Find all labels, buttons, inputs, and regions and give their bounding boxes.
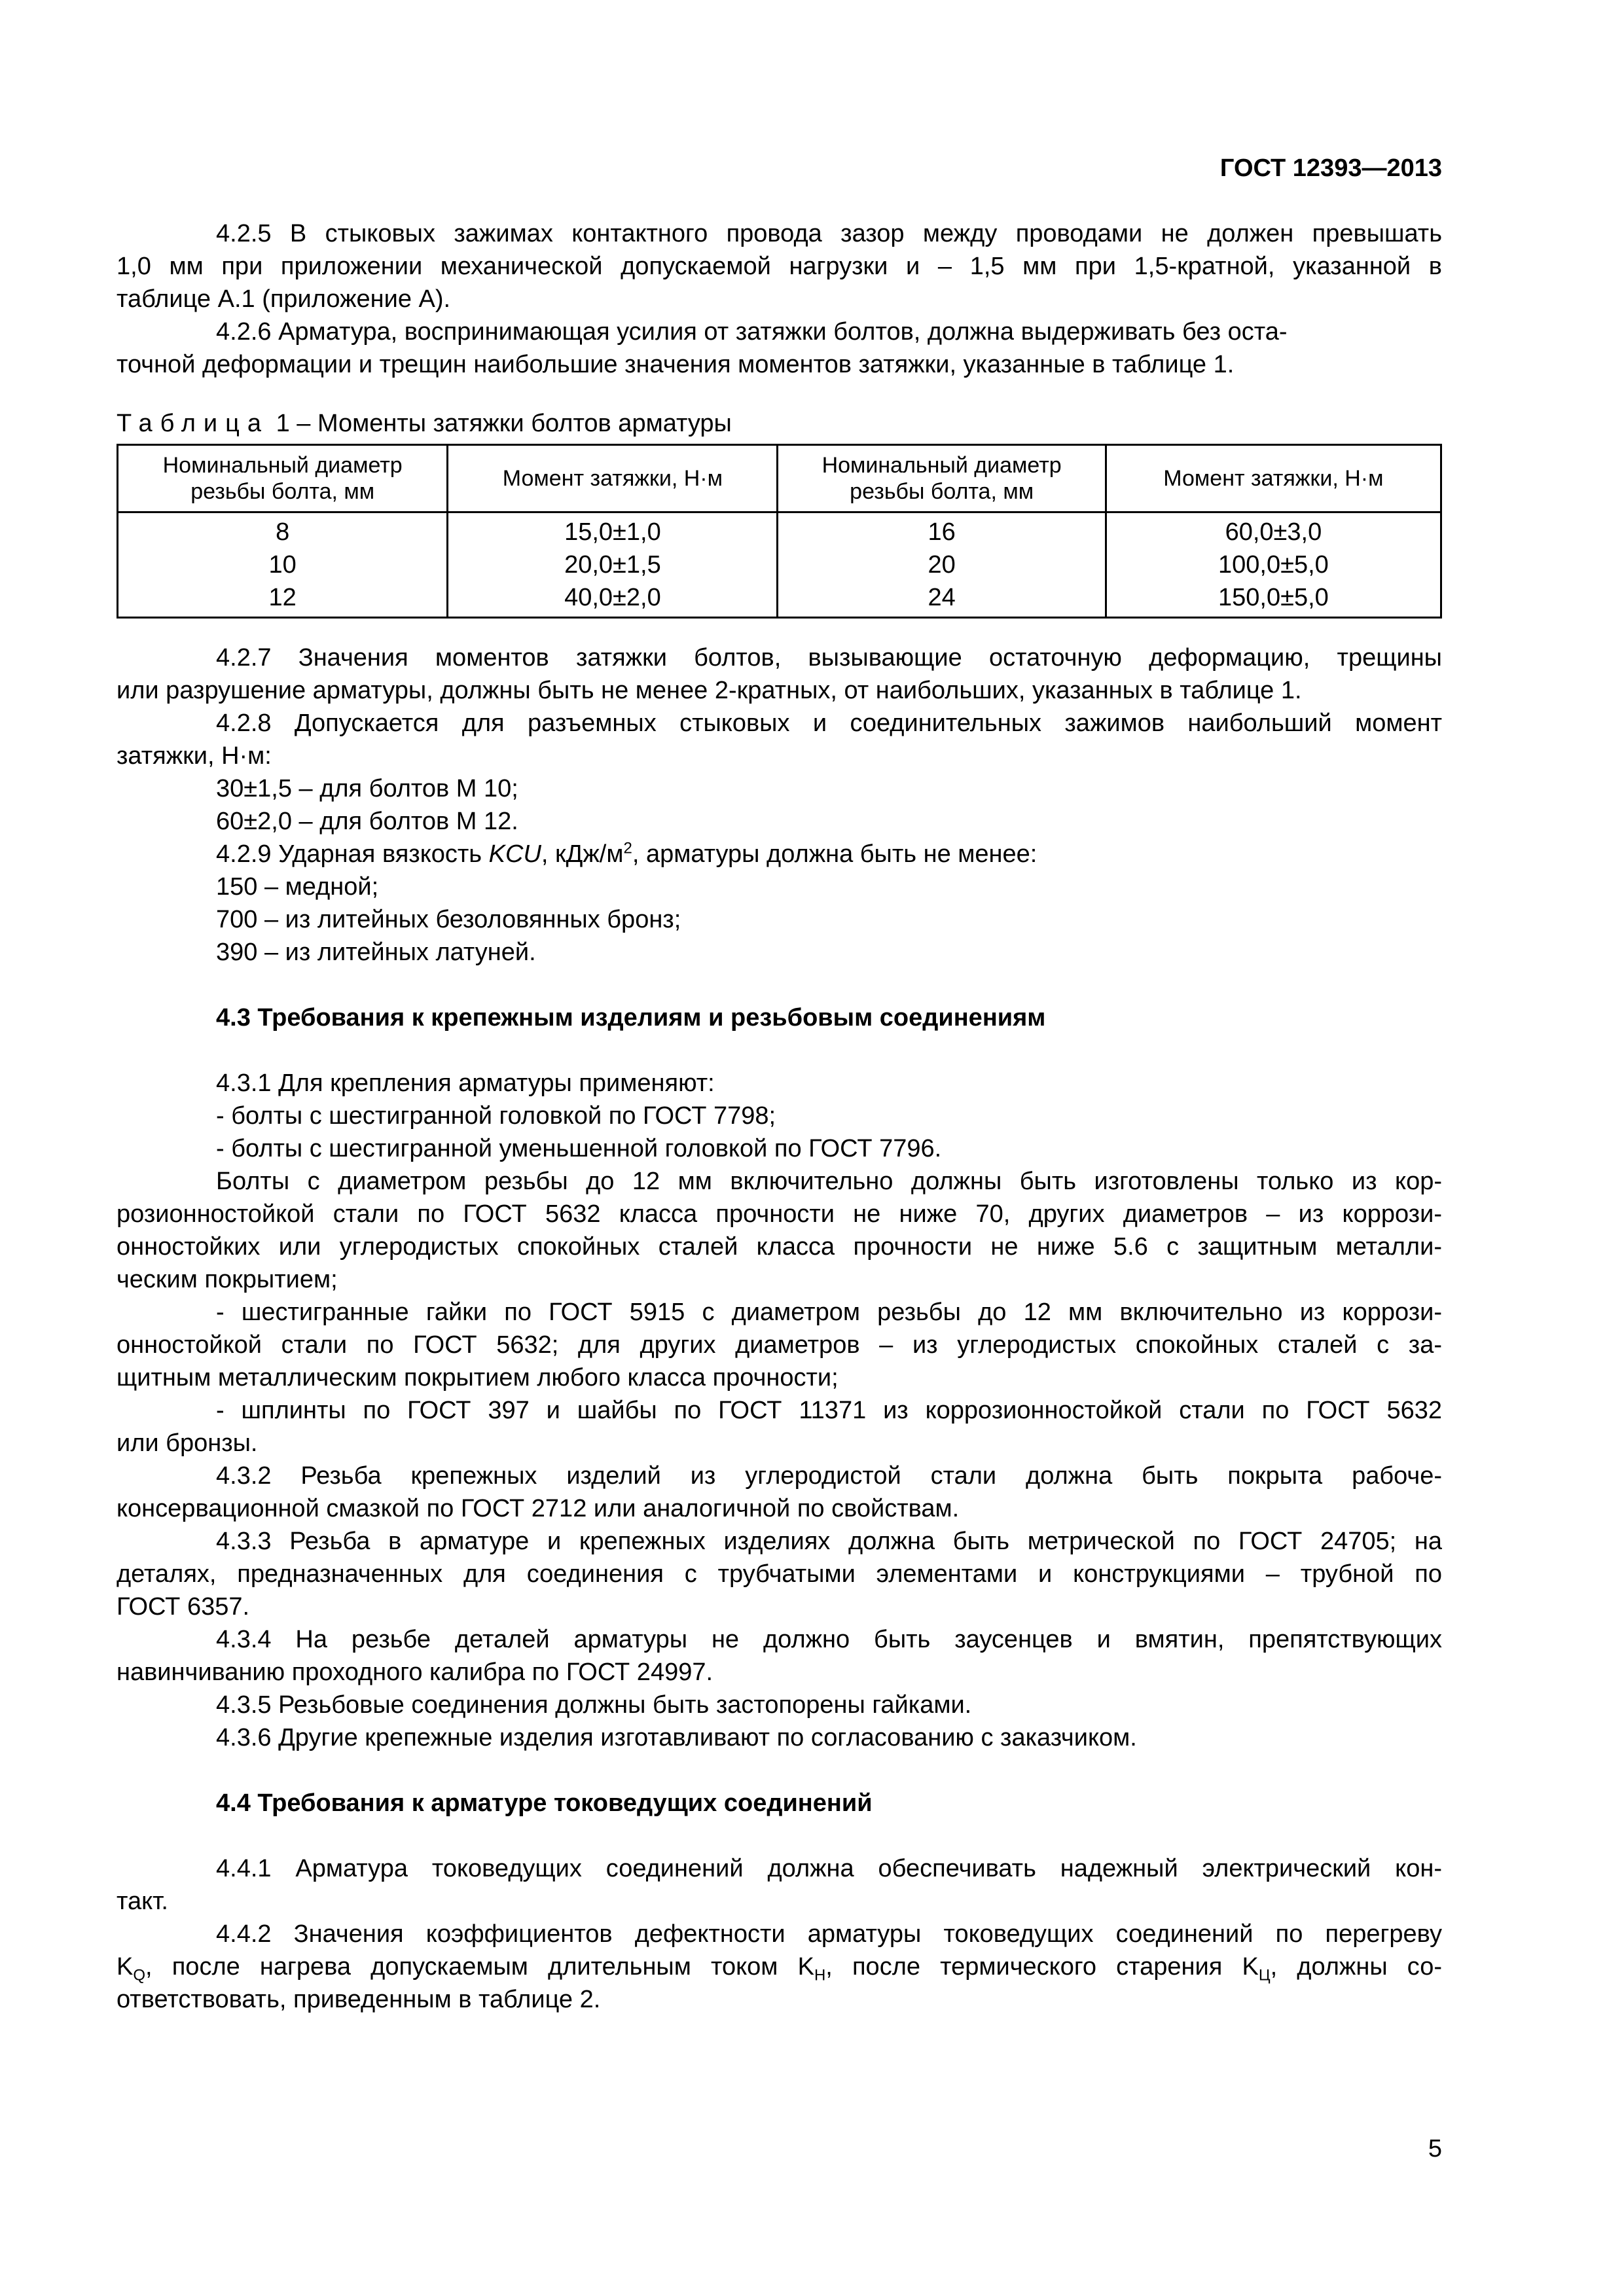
cell-value: 8 — [276, 518, 290, 546]
list-item — [117, 805, 1442, 838]
document-header-id: ГОСТ 12393—2013 — [1219, 154, 1442, 182]
text-line: 700 – из литейных безоловянных бронз; — [216, 906, 681, 933]
text-line: ческим покрытием; — [117, 1266, 338, 1293]
header-text: Номинальный диаметр — [821, 453, 1062, 478]
cell-value: 15,0±1,0 — [564, 518, 661, 546]
text-line: 4.3.1 Для крепления арматуры применяют: — [216, 1069, 715, 1097]
paragraph-4-4-2 — [117, 1918, 1442, 2016]
text-line: - шестигранные гайки по ГОСТ 5915 с диаметром резьбы до 12 мм включительно из коррози- — [216, 1299, 1442, 1326]
paragraph-4-3-2 — [117, 1460, 1442, 1525]
cell-value: 20,0±1,5 — [564, 551, 661, 579]
page-number: 5 — [1428, 2135, 1442, 2162]
text-line — [117, 1950, 1442, 1983]
paragraph-4-3-6 — [117, 1721, 1442, 1754]
table-header-cell — [118, 445, 448, 512]
text-line: или разрушение арматуры, должны быть не менее 2-кратных, от наибольших, указанных в таблице 1. — [117, 677, 1302, 704]
text-line: ГОСТ 6357. — [117, 1593, 250, 1621]
text-line: онностойких или углеродистых спокойных сталей класса прочности не ниже 5.6 с защитным металли- — [117, 1233, 1442, 1261]
text-span: , арматуры должна быть не менее: — [632, 840, 1038, 868]
table-caption-text: 1 – Моменты затяжки болтов арматуры — [276, 410, 732, 437]
paragraph-pins — [117, 1394, 1442, 1460]
text-line: такт. — [117, 1888, 168, 1915]
text-line: 4.3.5 Резьбовые соединения должны быть застопорены гайками. — [216, 1691, 972, 1719]
text-line: 150 – медной; — [216, 873, 379, 901]
text-span: , после термического старения K — [825, 1953, 1259, 1981]
text-line: Болты с диаметром резьбы до 12 мм включительно должны быть изготовлены только из кор- — [216, 1168, 1442, 1195]
text-line: деталях, предназначенных для соединения с трубчатыми элементами и конструкциями – трубной по — [117, 1560, 1442, 1588]
text-line — [117, 838, 1442, 870]
list-item — [117, 1132, 1442, 1165]
text-line: 30±1,5 – для болтов М 10; — [216, 775, 518, 802]
header-text: Момент затяжки, Н·м — [502, 466, 723, 491]
superscript: 2 — [623, 839, 632, 857]
text-line: 4.3.4 На резьбе деталей арматуры не должно быть заусенцев и вмятин, препятствующих — [216, 1626, 1442, 1653]
paragraph-4-4-1 — [117, 1852, 1442, 1918]
table-header-cell — [778, 445, 1106, 512]
subscript: Н — [814, 1966, 826, 1984]
text-line: 4.3.3 Резьба в арматуре и крепежных изделиях должна быть метрической по ГОСТ 24705; на — [216, 1528, 1442, 1555]
table-header-cell — [1106, 445, 1441, 512]
paragraph-nuts — [117, 1296, 1442, 1394]
text-line: щитным металлическим покрытием любого класса прочности; — [117, 1364, 839, 1391]
text-line: или бронзы. — [117, 1429, 258, 1457]
text-line: 60±2,0 – для болтов М 12. — [216, 808, 518, 835]
text-line: - болты с шестигранной уменьшенной головкой по ГОСТ 7796. — [216, 1135, 942, 1162]
paragraph-4-2-9 — [117, 838, 1442, 870]
text-line: розионностойкой стали по ГОСТ 5632 класса прочности не ниже 70, других диаметров – из коррози- — [117, 1200, 1442, 1228]
text-line: 4.2.8 Допускается для разъемных стыковых и соединительных зажимов наибольший момент — [216, 709, 1442, 737]
subscript: Ц — [1258, 1966, 1271, 1984]
text-line: 4.4.2 Значения коэффициентов дефектности арматуры токоведущих соединений по перегреву — [216, 1920, 1442, 1948]
table-cell-torque — [448, 512, 778, 618]
cell-value: 40,0±2,0 — [564, 584, 661, 611]
text-line: - шплинты по ГОСТ 397 и шайбы по ГОСТ 11371 из коррозионностойкой стали по ГОСТ 5632 — [216, 1397, 1442, 1424]
document-page — [117, 0, 1442, 2296]
paragraph-4-3-5 — [117, 1689, 1442, 1721]
list-item — [117, 903, 1442, 936]
subscript: Q — [133, 1966, 146, 1984]
table-cell-diameter — [118, 512, 448, 618]
text-line: 4.3.2 Резьба крепежных изделий из углеродистой стали должна быть покрыта рабоче- — [216, 1462, 1442, 1490]
header-text: Момент затяжки, Н·м — [1163, 466, 1384, 491]
text-line: 4.4.1 Арматура токоведущих соединений должна обеспечивать надежный электрический кон- — [216, 1855, 1442, 1882]
kcu-symbol: KCU — [488, 840, 541, 868]
table-1 — [117, 444, 1442, 619]
text-span: , кДж/м — [541, 840, 624, 868]
text-line: точной деформации и трещин наибольшие значения моментов затяжки, указанные в таблице 1. — [117, 351, 1235, 378]
paragraph-4-2-5 — [117, 217, 1442, 315]
table-header-row — [118, 445, 1441, 512]
section-heading-4-4: 4.4 Требования к арматуре токоведущих соединений — [216, 1789, 873, 1817]
section-heading-4-3: 4.3 Требования к крепежным изделиям и резьбовым соединениям — [216, 1004, 1046, 1031]
table-header-cell — [448, 445, 778, 512]
paragraph-bolts — [117, 1165, 1442, 1296]
list-item — [117, 1100, 1442, 1132]
text-line: 390 – из литейных латуней. — [216, 939, 536, 966]
table-cell-diameter — [778, 512, 1106, 618]
text-line: 4.2.6 Арматура, воспринимающая усилия от затяжки болтов, должна выдерживать без оста- — [216, 318, 1288, 346]
text-line: ответствовать, приведенным в таблице 2. — [117, 1986, 601, 2013]
text-line: затяжки, Н·м: — [117, 742, 272, 770]
paragraph-4-2-6 — [117, 315, 1442, 381]
table-cell-torque — [1106, 512, 1441, 618]
cell-value: 100,0±5,0 — [1218, 551, 1329, 579]
list-item — [117, 772, 1442, 805]
cell-value: 20 — [928, 551, 956, 579]
paragraph-4-2-8 — [117, 707, 1442, 772]
text-line: консервационной смазкой по ГОСТ 2712 или аналогичной по свойствам. — [117, 1495, 960, 1522]
paragraph-4-3-3 — [117, 1525, 1442, 1623]
text-line: онностойкой стали по ГОСТ 5632; для других диаметров – из углеродистых спокойных сталей с за- — [117, 1331, 1442, 1359]
cell-value: 60,0±3,0 — [1225, 518, 1322, 546]
header-text: Номинальный диаметр — [162, 453, 403, 478]
paragraph-4-3-1 — [117, 1067, 1442, 1100]
header-text: резьбы болта, мм — [850, 479, 1034, 504]
list-item — [117, 936, 1442, 969]
paragraph-4-2-7 — [117, 641, 1442, 707]
header-text: резьбы болта, мм — [190, 479, 375, 504]
paragraph-4-3-4 — [117, 1623, 1442, 1689]
text-span: K — [117, 1953, 134, 1981]
text-span: 4.2.9 Ударная вязкость — [216, 840, 489, 868]
text-line: 4.2.5 В стыковых зажимах контактного провода зазор между проводами не должен превышать — [216, 220, 1442, 247]
cell-value: 24 — [928, 584, 956, 611]
text-span: , должны со- — [1270, 1953, 1442, 1981]
text-line: навинчиванию проходного калибра по ГОСТ 24997. — [117, 1659, 713, 1686]
table-body-row — [118, 512, 1441, 618]
cell-value: 150,0±5,0 — [1218, 584, 1329, 611]
text-line: 4.3.6 Другие крепежные изделия изготавливают по согласованию с заказчиком. — [216, 1724, 1137, 1751]
cell-value: 16 — [928, 518, 956, 546]
text-line: 4.2.7 Значения моментов затяжки болтов, вызывающие остаточную деформацию, трещины — [216, 644, 1442, 672]
text-line: 1,0 мм при приложении механической допускаемой нагрузки и – 1,5 мм при 1,5-кратной, указанной в — [117, 253, 1442, 280]
text-line: таблице А.1 (приложение А). — [117, 285, 451, 313]
text-span: , после нагрева допускаемым длительным током K — [145, 1953, 814, 1981]
text-line: - болты с шестигранной головкой по ГОСТ 7798; — [216, 1102, 776, 1130]
cell-value: 10 — [268, 551, 297, 579]
cell-value: 12 — [268, 584, 297, 611]
list-item — [117, 870, 1442, 903]
table-1-caption — [117, 407, 732, 440]
table-caption-prefix: Таблица — [117, 410, 269, 437]
